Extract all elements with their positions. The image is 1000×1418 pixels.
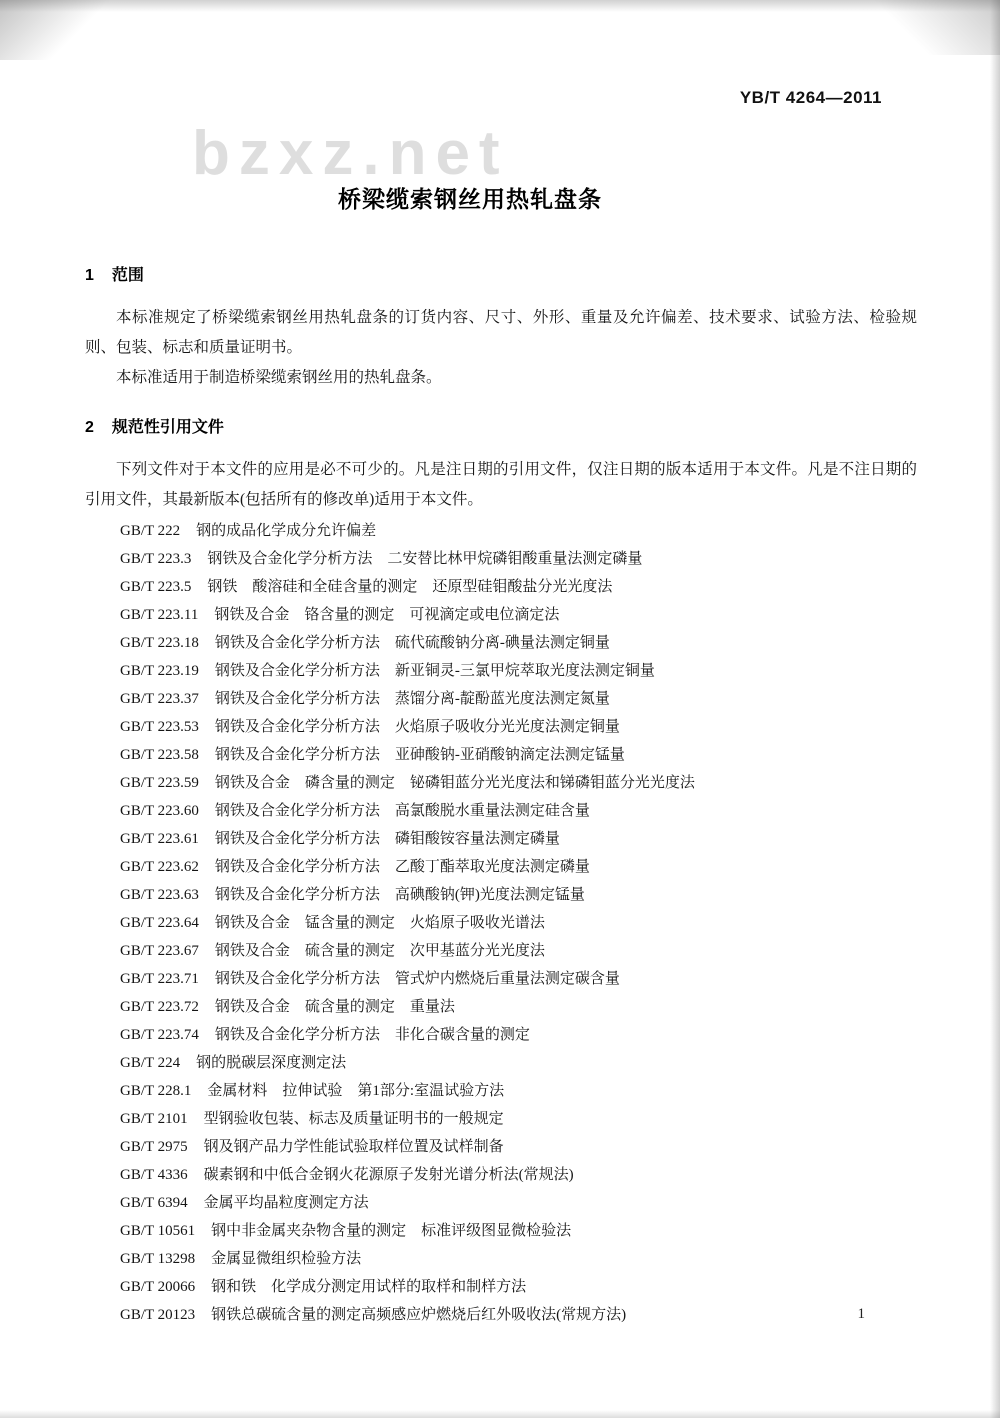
reference-code: GB/T 223.61 (120, 831, 199, 847)
reference-title: 钢铁及合金化学分析方法 磷钼酸铵容量法测定磷量 (214, 831, 560, 847)
reference-code: GB/T 223.5 (120, 579, 192, 595)
reference-code: GB/T 223.67 (120, 943, 199, 959)
reference-item (120, 1301, 917, 1329)
section-title: 规范性引用文件 (111, 419, 224, 436)
section-number: 2 (85, 419, 94, 436)
section-normative-references (85, 417, 917, 1329)
reference-code: GB/T 223.64 (120, 915, 199, 931)
page-edge-shading-right (990, 0, 1000, 1418)
reference-title: 钢和铁 化学成分测定用试样的取样和制样方法 (211, 1279, 527, 1295)
reference-code: GB/T 2101 (120, 1111, 188, 1127)
reference-item (120, 825, 917, 853)
reference-item (120, 937, 917, 965)
reference-item (120, 769, 917, 797)
reference-item (120, 1021, 917, 1049)
page-title: 桥梁缆索钢丝用热轧盘条 (338, 186, 602, 212)
reference-code: GB/T 223.59 (120, 775, 199, 791)
reference-code: GB/T 223.58 (120, 747, 199, 763)
reference-code: GB/T 228.1 (120, 1083, 192, 1099)
reference-title: 钢的成品化学成分允许偏差 (196, 523, 377, 539)
page-edge-shading-bottom (0, 1410, 1000, 1418)
reference-item (120, 965, 917, 993)
reference-item (120, 657, 917, 685)
reference-title: 钢铁及合金 磷含量的测定 铋磷钼蓝分光光度法和锑磷钼蓝分光光度法 (214, 775, 695, 791)
reference-code: GB/T 223.74 (120, 1027, 199, 1043)
reference-title: 钢铁及合金化学分析方法 管式炉内燃烧后重量法测定碳含量 (214, 971, 620, 987)
reference-title: 钢铁及合金化学分析方法 二安替比林甲烷磷钼酸重量法测定磷量 (207, 551, 643, 567)
page-corner-shading-left (0, 0, 110, 60)
reference-item (120, 1161, 917, 1189)
section-heading-scope (85, 265, 917, 287)
reference-title: 钢铁及合金化学分析方法 硫代硫酸钠分离-碘量法测定铜量 (214, 635, 610, 651)
reference-item (120, 881, 917, 909)
page-number: 1 (857, 1306, 865, 1322)
reference-title: 钢铁及合金化学分析方法 高氯酸脱水重量法测定硅含量 (214, 803, 590, 819)
reference-code: GB/T 6394 (120, 1195, 188, 1211)
section-scope (85, 265, 917, 393)
scope-paragraph-1: 本标准规定了桥梁缆索钢丝用热轧盘条的订货内容、尺寸、外形、重量及允许偏差、技术要求、试验方法、检验规则、包装、标志和质量证明书。 (85, 309, 917, 356)
reference-title: 钢铁总碳硫含量的测定高频感应炉燃烧后红外吸收法(常规方法) (211, 1307, 627, 1323)
reference-item (120, 1133, 917, 1161)
reference-title: 碳素钢和中低合金钢火花源原子发射光谱分析法(常规法) (203, 1167, 574, 1183)
reference-code: GB/T 223.37 (120, 691, 199, 707)
reference-item (120, 1049, 917, 1077)
reference-code: GB/T 222 (120, 523, 181, 539)
document-content (85, 265, 917, 1329)
reference-code: GB/T 223.63 (120, 887, 199, 903)
reference-title: 钢铁 酸溶硅和全硅含量的测定 还原型硅钼酸盐分光光度法 (207, 579, 613, 595)
reference-code: GB/T 2975 (120, 1139, 188, 1155)
scope-paragraph-2: 本标准适用于制造桥梁缆索钢丝用的热轧盘条。 (116, 369, 442, 386)
watermark: bzxz.net (192, 119, 509, 188)
reference-item (120, 629, 917, 657)
reference-item (120, 993, 917, 1021)
reference-code: GB/T 223.19 (120, 663, 199, 679)
reference-item (120, 1217, 917, 1245)
reference-title: 钢及钢产品力学性能试验取样位置及试样制备 (203, 1139, 504, 1155)
reference-item (120, 741, 917, 769)
reference-title: 钢铁及合金化学分析方法 乙酸丁酯萃取光度法测定磷量 (214, 859, 590, 875)
page-edge-shading-top (0, 0, 1000, 12)
reference-code: GB/T 223.18 (120, 635, 199, 651)
reference-title: 钢铁及合金化学分析方法 蒸馏分离-靛酚蓝光度法测定氮量 (214, 691, 610, 707)
reference-item (120, 1077, 917, 1105)
reference-code: GB/T 223.53 (120, 719, 199, 735)
reference-title: 钢铁及合金 硫含量的测定 次甲基蓝分光光度法 (214, 943, 545, 959)
reference-item (120, 1189, 917, 1217)
reference-title: 金属显微组织检验方法 (211, 1251, 362, 1267)
reference-title: 钢的脱碳层深度测定法 (196, 1055, 347, 1071)
reference-title: 钢铁及合金 硫含量的测定 重量法 (214, 999, 455, 1015)
reference-code: GB/T 20066 (120, 1279, 196, 1295)
reference-code: GB/T 223.60 (120, 803, 199, 819)
reference-item (120, 1105, 917, 1133)
reference-item (120, 797, 917, 825)
reference-title: 钢铁及合金化学分析方法 亚砷酸钠-亚硝酸钠滴定法测定锰量 (214, 747, 625, 763)
section-number: 1 (85, 267, 94, 284)
reference-title: 钢铁及合金 锰含量的测定 火焰原子吸收光谱法 (214, 915, 545, 931)
reference-item (120, 601, 917, 629)
reference-title: 钢铁及合金 铬含量的测定 可视滴定或电位滴定法 (214, 607, 560, 623)
reference-item (120, 1245, 917, 1273)
page-corner-shading-right (860, 0, 1000, 55)
reference-item (120, 517, 917, 545)
reference-item (120, 545, 917, 573)
reference-item (120, 909, 917, 937)
reference-code: GB/T 223.72 (120, 999, 199, 1015)
reference-item (120, 685, 917, 713)
reference-item (120, 713, 917, 741)
references-intro-paragraph: 下列文件对于本文件的应用是必不可少的。凡是注日期的引用文件，仅注日期的版本适用于本文件。凡是不注日期的引用文件，其最新版本(包括所有的修改单)适用于本文件。 (85, 461, 917, 508)
reference-code: GB/T 4336 (120, 1167, 188, 1183)
reference-list (85, 517, 917, 1329)
reference-code: GB/T 223.11 (120, 607, 199, 623)
reference-title: 钢铁及合金化学分析方法 非化合碳含量的测定 (214, 1027, 530, 1043)
reference-code: GB/T 223.71 (120, 971, 199, 987)
reference-title: 型钢验收包装、标志及质量证明书的一般规定 (203, 1111, 504, 1127)
reference-code: GB/T 223.3 (120, 551, 192, 567)
reference-code: GB/T 20123 (120, 1307, 196, 1323)
section-title: 范围 (111, 267, 144, 284)
reference-title: 钢铁及合金化学分析方法 火焰原子吸收分光光度法测定铜量 (214, 719, 620, 735)
reference-code: GB/T 10561 (120, 1223, 196, 1239)
reference-code: GB/T 224 (120, 1055, 181, 1071)
section-heading-references (85, 417, 917, 439)
reference-title: 金属平均晶粒度测定方法 (203, 1195, 369, 1211)
reference-code: GB/T 13298 (120, 1251, 196, 1267)
reference-title: 钢中非金属夹杂物含量的测定 标准评级图显微检验法 (211, 1223, 572, 1239)
reference-code: GB/T 223.62 (120, 859, 199, 875)
reference-item (120, 853, 917, 881)
reference-item (120, 1273, 917, 1301)
reference-title: 金属材料 拉伸试验 第1部分:室温试验方法 (207, 1083, 505, 1099)
reference-item (120, 573, 917, 601)
reference-title: 钢铁及合金化学分析方法 新亚铜灵-三氯甲烷萃取光度法测定铜量 (214, 663, 655, 679)
reference-title: 钢铁及合金化学分析方法 高碘酸钠(钾)光度法测定锰量 (214, 887, 585, 903)
doc-number: YB/T 4264—2011 (739, 88, 882, 107)
